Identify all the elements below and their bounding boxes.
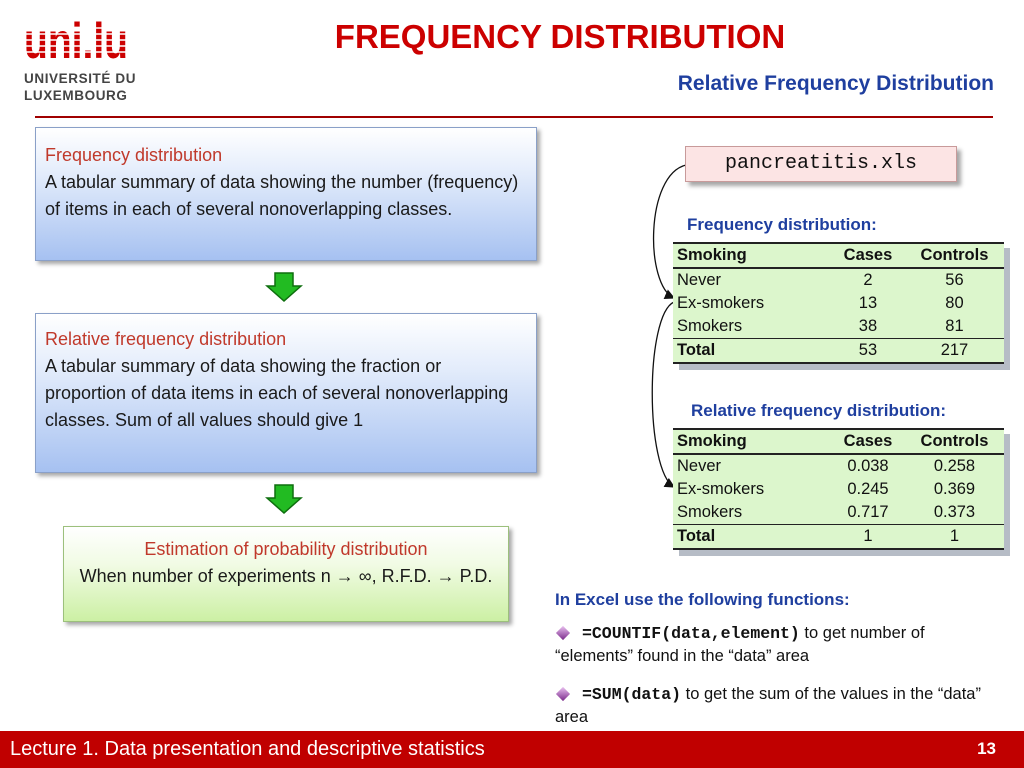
box-heading: Frequency distribution xyxy=(45,145,223,165)
excel-functions-heading: In Excel use the following functions: xyxy=(555,590,850,609)
logo-mark-text: uni.lu xyxy=(24,13,128,69)
table-cell: 80 xyxy=(945,294,964,312)
down-arrow-icon xyxy=(266,272,302,302)
function-description: to get number of “elements” found in the “data” area xyxy=(555,624,925,665)
box-heading: Estimation of probability distribution xyxy=(144,539,428,559)
table-cell: Never xyxy=(677,457,722,475)
page-number: 13 xyxy=(977,739,996,758)
box-body: A tabular summary of data showing the number (frequency) of items in each of several nonoverlapping classes. xyxy=(45,172,519,219)
table-cell: 53 xyxy=(831,339,905,364)
excel-bullet-sum xyxy=(555,683,1005,728)
column-header: Cases xyxy=(831,429,905,454)
table-cell: 217 xyxy=(905,339,1004,364)
page-title: FREQUENCY DISTRIBUTION xyxy=(334,18,786,55)
relative-frequency-table xyxy=(673,428,1004,550)
relative-frequency-distribution-box xyxy=(35,313,537,473)
table-row xyxy=(673,315,1004,339)
relative-table-label: Relative frequency distribution: xyxy=(691,401,947,420)
box-body: A tabular summary of data showing the fraction or proportion of data items in each of several nonoverlapping classes. Sum of all values should give 1 xyxy=(45,356,509,430)
table-cell: Total xyxy=(673,339,831,364)
column-header: Controls xyxy=(905,243,1004,268)
footer-lecture-title: Lecture 1. Data presentation and descriptive statistics xyxy=(10,738,485,760)
table-cell: Ex-smokers xyxy=(677,294,765,312)
table-cell: 0.717 xyxy=(847,503,889,521)
table-cell: 13 xyxy=(858,294,878,312)
table-cell: 0.038 xyxy=(847,457,889,475)
function-code: =SUM(data) xyxy=(582,685,682,704)
table-row xyxy=(673,454,1004,478)
table-cell: 0.245 xyxy=(847,480,889,498)
column-header: Controls xyxy=(905,429,1004,454)
table-row xyxy=(673,478,1004,501)
frequency-table-label: Frequency distribution: xyxy=(687,215,877,234)
box-heading: Relative frequency distribution xyxy=(45,329,287,349)
table-cell: 1 xyxy=(831,525,905,550)
file-name-label: pancreatitis.xls xyxy=(685,146,957,182)
university-logo-mark xyxy=(24,13,128,69)
table-cell: 2 xyxy=(863,271,873,289)
table-row xyxy=(673,268,1004,292)
table-cell: 0.258 xyxy=(933,457,976,475)
table-total-row xyxy=(673,525,1004,550)
page-subtitle: Relative Frequency Distribution xyxy=(677,72,994,95)
table-total-row xyxy=(673,339,1004,364)
table-cell: Never xyxy=(677,271,722,289)
column-header: Cases xyxy=(831,243,905,268)
table-cell: 0.373 xyxy=(933,503,976,521)
table-cell: Total xyxy=(673,525,831,550)
column-header: Smoking xyxy=(673,243,831,268)
table-cell: 81 xyxy=(945,317,964,335)
table-cell: Ex-smokers xyxy=(677,480,765,498)
table-cell: 56 xyxy=(945,271,964,289)
table-header-row xyxy=(673,429,1004,454)
table-row xyxy=(673,501,1004,525)
box-body: When number of experiments n → ∞, R.F.D. → P.D. xyxy=(79,566,493,586)
table-cell: 0.369 xyxy=(933,480,976,498)
table-cell: Smokers xyxy=(677,503,743,521)
table-cell: 1 xyxy=(905,525,1004,550)
diamond-bullet-icon xyxy=(556,687,570,701)
logo-line-2: LUXEMBOURG xyxy=(24,88,128,103)
diamond-bullet-icon xyxy=(556,626,570,640)
table-header-row xyxy=(673,243,1004,268)
frequency-table xyxy=(673,242,1004,364)
table-row xyxy=(673,292,1004,315)
excel-bullet-countif xyxy=(555,622,1005,667)
table-cell: 38 xyxy=(858,317,878,335)
column-header: Smoking xyxy=(673,429,831,454)
function-description: to get the sum of the values in the “data” area xyxy=(555,685,981,726)
probability-estimation-box xyxy=(63,526,509,622)
frequency-distribution-box xyxy=(35,127,537,261)
title-divider xyxy=(35,116,993,118)
down-arrow-icon xyxy=(266,484,302,514)
connector-arrow-frequency-to-relative xyxy=(652,302,674,487)
logo-line-1: UNIVERSITÉ DU xyxy=(24,71,137,86)
table-cell: Smokers xyxy=(677,317,743,335)
function-code: =COUNTIF(data,element) xyxy=(582,624,800,643)
